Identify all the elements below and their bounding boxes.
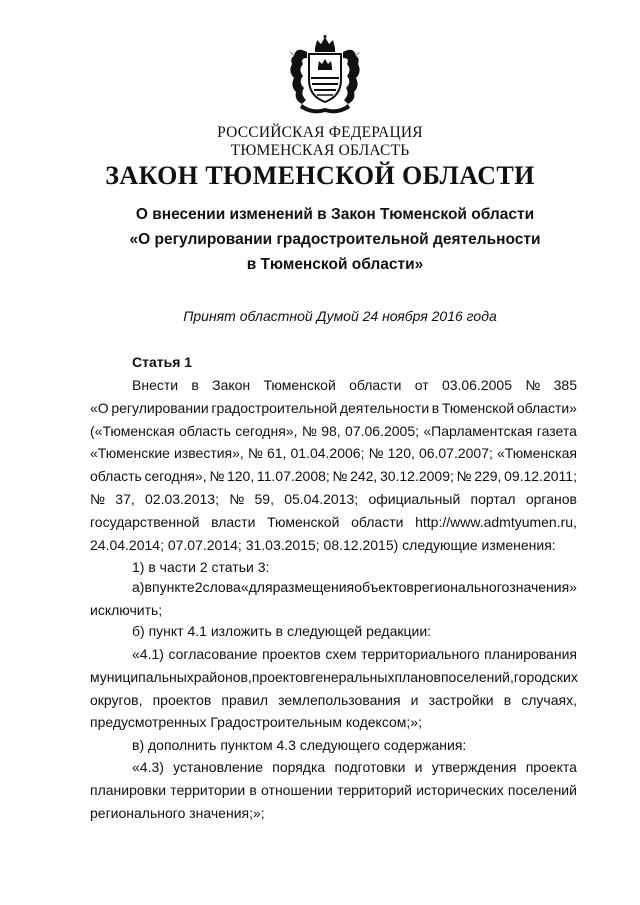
word: от <box>414 377 429 393</box>
intro-line <box>90 511 577 534</box>
word: области» <box>516 399 577 416</box>
word: генеральных <box>310 668 395 685</box>
word: органов <box>525 490 577 507</box>
intro-line <box>90 397 577 420</box>
word: отношении <box>261 781 333 798</box>
word: в <box>431 399 440 416</box>
quote-line <box>90 666 577 689</box>
word: № <box>525 377 541 393</box>
word: государственной <box>90 513 200 530</box>
word: портал <box>470 490 516 507</box>
word: 61, <box>266 445 287 462</box>
word: известия», <box>174 445 244 462</box>
law-title-line: О внесении изменений в Закон Тюменской области <box>135 206 535 223</box>
word: 05.04.2013; <box>284 490 359 507</box>
word: области <box>351 513 404 530</box>
word: 11.07.2008; <box>256 468 330 485</box>
word: 242, <box>350 468 378 485</box>
word: случаях, <box>521 691 577 708</box>
intro-line <box>90 374 577 397</box>
word: сегодня», <box>144 468 207 485</box>
word: городских <box>513 668 578 685</box>
word: согласование <box>168 646 258 662</box>
word: и <box>414 759 423 775</box>
quote-line <box>90 756 577 779</box>
word: 01.04.2006; <box>290 445 365 462</box>
quote-line <box>90 779 577 802</box>
item-b <box>90 620 577 643</box>
word: «4.1) <box>132 646 164 662</box>
word: регионального <box>413 579 510 595</box>
item-c-line: в) дополнить пунктом 4.3 следующего содержания: <box>132 737 467 754</box>
word: «4.3) <box>132 759 164 775</box>
word: 02.03.2013; <box>145 490 219 507</box>
word: объектов <box>354 579 414 595</box>
word: утверждения <box>431 759 517 775</box>
quote-line: регионального значения;»; <box>90 804 265 821</box>
word: области <box>349 377 402 393</box>
word: «Парламентская <box>423 422 533 439</box>
word: порядка <box>272 759 326 775</box>
word: исторических <box>416 781 504 798</box>
word: размещения <box>272 579 355 595</box>
item-a <box>90 576 577 622</box>
item-c-quote <box>90 756 577 824</box>
word: землепользования <box>278 691 401 708</box>
word: «О <box>90 399 109 416</box>
law-title <box>0 202 640 277</box>
word: № <box>209 468 225 485</box>
word: «для <box>240 579 273 595</box>
word: Закон <box>212 377 251 393</box>
word: значения» <box>509 579 577 595</box>
word: Тюменской <box>267 513 340 530</box>
adoption-note: Принят областной Думой 24 ноября 2016 года <box>183 308 497 324</box>
word: 98, <box>321 422 341 439</box>
intro-line <box>90 488 577 511</box>
word: в <box>503 691 512 708</box>
word: «Тюменские <box>90 445 170 462</box>
word: территории <box>170 781 246 798</box>
word: 120, <box>387 445 415 462</box>
header-region: ТЮМЕНСКАЯ ОБЛАСТЬ <box>230 142 410 159</box>
word: и <box>410 691 419 708</box>
word: поселений, <box>440 668 514 685</box>
word: планировки <box>90 781 167 798</box>
article-intro <box>90 374 577 579</box>
word: пункте <box>152 579 195 595</box>
word: № <box>90 490 106 507</box>
word: проектов <box>262 646 321 662</box>
word: http://www.admtyumen.ru, <box>415 513 577 530</box>
item-b-line: б) пункт 4.1 изложить в следующей редакции: <box>132 623 432 639</box>
word: 06.07.2007; <box>418 445 493 462</box>
word: округов, <box>90 691 143 708</box>
word: («Тюменская <box>90 422 175 439</box>
article-heading: Статья 1 <box>132 354 193 370</box>
word: 385 <box>553 377 577 393</box>
word: проектов <box>251 668 311 685</box>
word: область <box>179 422 231 439</box>
word: 03.06.2005 <box>441 377 513 393</box>
word: планирования <box>484 646 577 662</box>
word: а) <box>132 579 145 595</box>
item-b-quote <box>90 643 577 757</box>
word: Тюменской <box>441 399 515 416</box>
intro-line: 24.04.2014; 07.07.2014; 31.03.2015; 08.12.2015) следующие изменения: <box>90 536 556 553</box>
word: «Тюменская <box>496 445 577 462</box>
word: в <box>249 781 257 798</box>
word: муниципальных <box>90 668 194 685</box>
word: территориального <box>361 646 480 662</box>
word: № <box>247 445 263 462</box>
intro-line <box>90 442 577 465</box>
word: Тюменской <box>263 377 336 393</box>
quote-line <box>90 643 577 666</box>
word: официальный <box>368 490 461 507</box>
word: сегодня», <box>235 422 298 439</box>
word: 2 <box>194 579 203 595</box>
intro-line <box>90 420 577 443</box>
word: установление <box>173 759 263 775</box>
word: поселений <box>507 781 577 798</box>
word: градостроительной <box>211 399 338 416</box>
word: № <box>301 422 317 439</box>
item-a-line: исключить; <box>90 601 163 618</box>
word: 229, <box>474 468 502 485</box>
word: районов, <box>193 668 252 685</box>
word: правил <box>221 691 268 708</box>
word: проектов <box>152 691 212 708</box>
word: застройки <box>428 691 494 708</box>
word: проекта <box>525 759 577 775</box>
word: 09.12.2011; <box>504 468 577 485</box>
word: Внести <box>132 377 179 393</box>
word: регулировании <box>111 399 209 416</box>
word: № <box>456 468 472 485</box>
word: планов <box>394 668 441 685</box>
word: схем <box>325 646 357 662</box>
word: 120, <box>226 468 255 485</box>
word: 30.12.2009; <box>379 468 454 485</box>
item-1: 1) в части 2 статьи 3: <box>132 559 270 576</box>
word: территорий <box>337 781 412 798</box>
law-title-line: в Тюменской области» <box>246 256 424 273</box>
word: № <box>229 490 245 507</box>
law-title-line: «О регулировании градостроительной деятельности <box>129 231 541 248</box>
word: область <box>90 468 142 485</box>
item-a-line <box>90 576 577 599</box>
header-country: РОССИЙСКАЯ ФЕДЕРАЦИЯ <box>217 124 423 141</box>
word: 37, <box>115 490 135 507</box>
word: в <box>144 579 152 595</box>
word: подготовки <box>334 759 406 775</box>
word: 59, <box>254 490 274 507</box>
word: власти <box>211 513 256 530</box>
word: слова <box>202 579 241 595</box>
coat-of-arms-icon <box>282 34 368 116</box>
word: № <box>332 468 348 485</box>
word: в <box>191 377 199 393</box>
intro-line <box>90 465 577 488</box>
quote-line: предусмотренных Градостроительным кодексом;»; <box>90 714 422 731</box>
word: 07.06.2005; <box>345 422 420 439</box>
quote-line <box>90 689 577 712</box>
word: газета <box>536 422 577 439</box>
header-law-type: ЗАКОН ТЮМЕНСКОЙ ОБЛАСТИ <box>105 161 535 190</box>
word: № <box>368 445 384 462</box>
word: деятельности <box>339 399 430 416</box>
